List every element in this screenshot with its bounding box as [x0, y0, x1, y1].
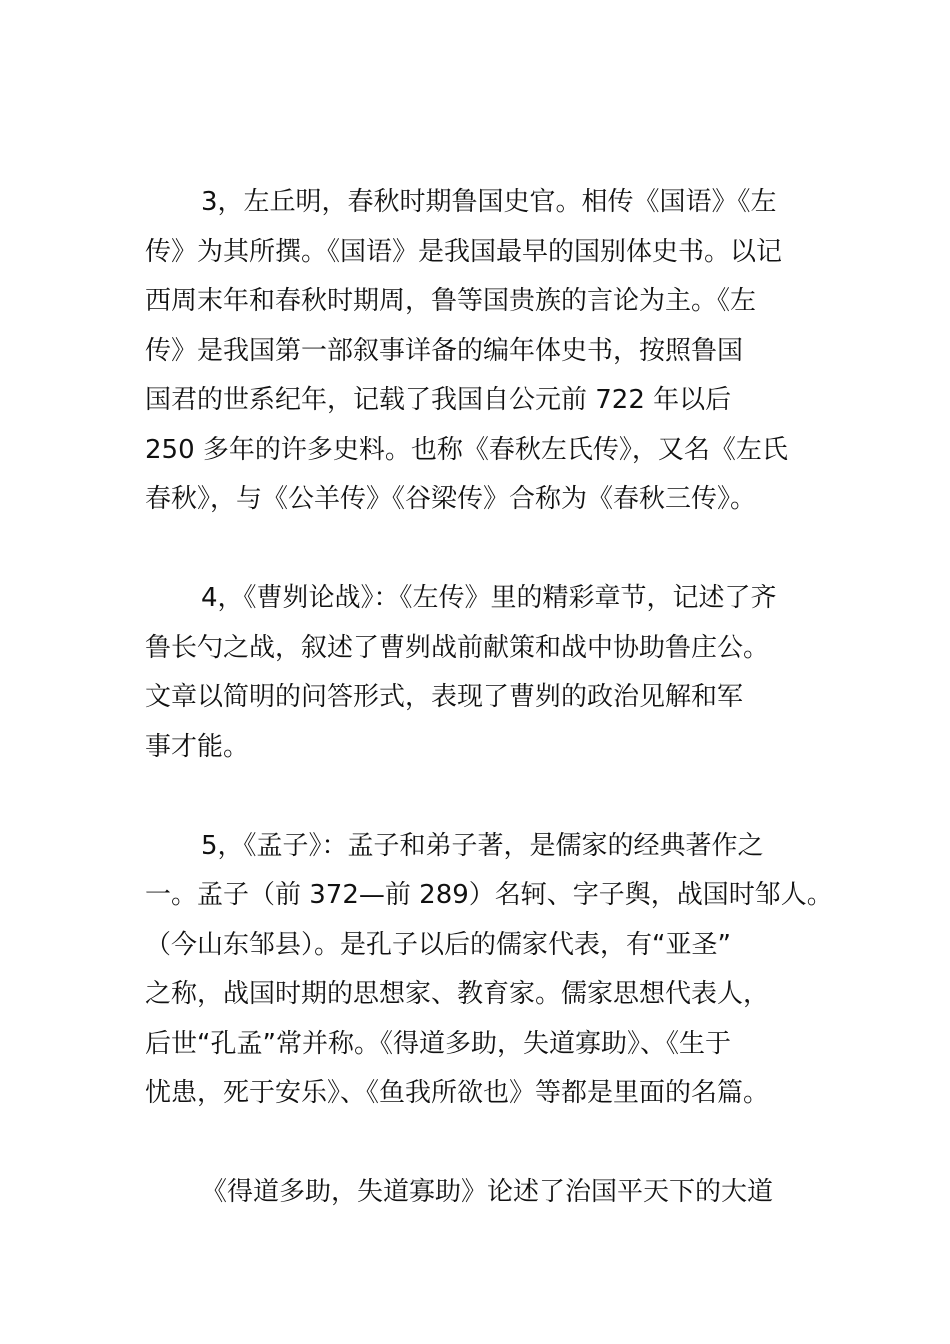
text-line: （今山东邹县）。是孔子以后的儒家代表，有“亚圣”: [145, 929, 731, 960]
text-line: 一。孟子（前 372—前 289）名轲、字子舆，战国时邹人。: [145, 880, 833, 910]
text-line: 国君的世系纪年，记载了我国自公元前 722 年以后: [145, 385, 732, 415]
paragraph-dedao-duozhu: [145, 1168, 813, 1218]
document-body: [145, 178, 833, 1218]
paragraph-gap: [145, 1119, 813, 1169]
text-line: 之称，战国时期的思想家、教育家。儒家思想代表人，: [145, 979, 770, 1009]
text-line: 传》为其所撰。《国语》是我国最早的国别体史书。以记: [145, 236, 783, 267]
text-line: 传》是我国第一部叙事详备的编年体史书，按照鲁国: [145, 335, 744, 366]
paragraph-gap: [145, 772, 813, 822]
text-line: 忧患，死于安乐》、《鱼我所欲也》等都是里面的名篇。: [145, 1078, 770, 1108]
text-line: 250 多年的许多史料。也称《春秋左氏传》，又名《左氏: [145, 434, 788, 465]
text-line: 后世“孔孟”常并称。《得道多助，失道寡助》、《生于: [145, 1028, 731, 1059]
text-line: 鲁长勺之战，叙述了曹刿战前献策和战中协助鲁庄公。: [145, 632, 770, 663]
text-line: 春秋》，与《公羊传》《谷梁传》合称为《春秋三传》。: [145, 484, 757, 514]
paragraph-mencius: [145, 822, 833, 1119]
text-line: 西周末年和春秋时期周，鲁等国贵族的言论为主。《左: [145, 286, 757, 316]
text-line: 5，《孟子》：孟子和弟子著，是儒家的经典著作之: [201, 830, 764, 861]
text-line: 事才能。: [145, 731, 250, 762]
text-line: 3，左丘明，春秋时期鲁国史官。相传《国语》《左: [201, 187, 777, 217]
paragraph-gap: [145, 525, 813, 575]
paragraph-zuo-qiuming: [145, 178, 813, 525]
text-line: 《得道多助，失道寡助》论述了治国平天下的大道: [201, 1177, 774, 1207]
text-line: 4，《曹刿论战》：《左传》里的精彩章节，记述了齐: [201, 583, 777, 613]
text-line: 文章以简明的问答形式，表现了曹刿的政治见解和军: [145, 682, 744, 712]
paragraph-cao-gui: [145, 574, 813, 772]
